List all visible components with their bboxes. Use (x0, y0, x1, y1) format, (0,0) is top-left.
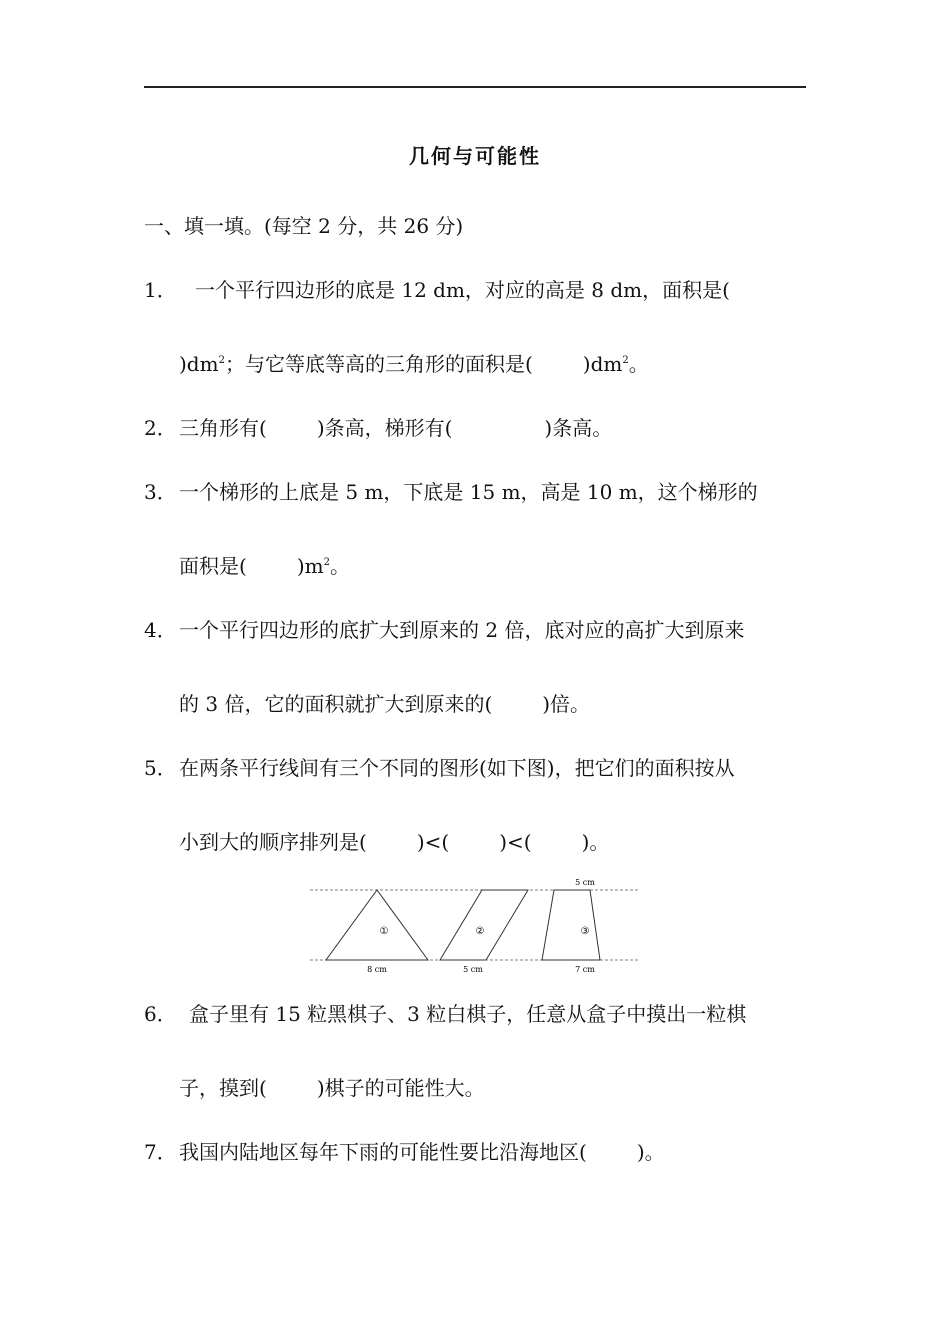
page-title: 几何与可能性 (409, 144, 541, 168)
question-4-text-a: 的 3 倍，它的面积就扩大到原来的( (179, 692, 493, 716)
question-1-text-c: )dm (582, 352, 623, 376)
question-5-text-b: )<( (416, 830, 450, 854)
question-1-text: 一个平行四边形的底是 12 dm，对应的高是 8 dm，面积是( (195, 278, 730, 302)
question-3-text-b: )m (296, 554, 324, 578)
section-heading: 一、填一填。(每空 2 分，共 26 分) (144, 214, 464, 238)
question-5-text-a: 小到大的顺序排列是( (179, 830, 367, 854)
question-1-text-b: ；与它等底等高的三角形的面积是( (224, 352, 533, 376)
question-3-text-c: 。 (329, 554, 350, 578)
question-5-text-d: )。 (581, 830, 610, 854)
top-dimension-label: 5 cm (575, 878, 595, 887)
triangle-shape (326, 890, 428, 960)
question-5-number: 5． (144, 756, 177, 780)
question-4-number: 4． (144, 618, 177, 642)
question-1-number: 1． (144, 278, 177, 302)
question-6-line-1 (144, 1000, 746, 1028)
question-5-line-2 (179, 828, 609, 856)
question-1-line-2 (179, 350, 649, 378)
question-3-line-1 (144, 478, 758, 506)
question-6-text-b: )棋子的可能性大。 (316, 1076, 485, 1100)
question-6-line-2 (179, 1074, 485, 1102)
question-2 (144, 414, 612, 442)
question-1-text-a: )dm (179, 352, 219, 376)
question-2-text-c: )条高。 (544, 416, 613, 440)
question-6-text: 盒子里有 15 粒黑棋子、3 粒白棋子，任意从盒子中摸出一粒棋 (189, 1002, 747, 1026)
question-3-text-a: 面积是( (179, 554, 247, 578)
bottom-dimension-label-2: 5 cm (463, 965, 483, 974)
question-1-text-d: 。 (628, 352, 649, 376)
question-5-text-c: )<( (499, 830, 532, 854)
shape-label-3: ③ (580, 926, 590, 937)
trapezoid-shape (542, 890, 600, 960)
bottom-dimension-label-1: 8 cm (367, 965, 387, 974)
question-3-number: 3． (144, 480, 177, 504)
question-2-number: 2． (144, 416, 177, 440)
superscript-2: 2 (622, 355, 629, 366)
question-2-text-a: 三角形有( (179, 416, 267, 440)
question-1-line-1 (144, 276, 730, 304)
question-7-text-b: )。 (636, 1140, 665, 1164)
question-3-line-2 (179, 552, 350, 580)
header-rule (144, 86, 806, 88)
question-5-text: 在两条平行线间有三个不同的图形(如下图)，把它们的面积按从 (179, 756, 735, 780)
question-4-text-b: )倍。 (542, 692, 591, 716)
superscript-2: 2 (218, 355, 225, 366)
superscript-2: 2 (323, 557, 330, 568)
shapes-figure (310, 872, 640, 978)
question-7-text-a: 我国内陆地区每年下雨的可能性要比沿海地区( (179, 1140, 587, 1164)
question-2-text-b: )条高，梯形有( (316, 416, 453, 440)
question-7 (144, 1138, 665, 1166)
question-5-line-1 (144, 754, 735, 782)
question-7-number: 7． (144, 1140, 177, 1164)
question-4-text: 一个平行四边形的底扩大到原来的 2 倍，底对应的高扩大到原来 (179, 618, 745, 642)
question-4-line-1 (144, 616, 744, 644)
question-3-text: 一个梯形的上底是 5 m，下底是 15 m，高是 10 m，这个梯形的 (179, 480, 758, 504)
parallelogram-shape (440, 890, 528, 960)
question-4-line-2 (179, 690, 590, 718)
shape-label-1: ① (379, 926, 389, 937)
shape-label-2: ② (475, 926, 485, 937)
question-6-text-a: 子，摸到( (179, 1076, 267, 1100)
bottom-dimension-label-3: 7 cm (575, 965, 595, 974)
question-6-number: 6． (144, 1002, 177, 1026)
